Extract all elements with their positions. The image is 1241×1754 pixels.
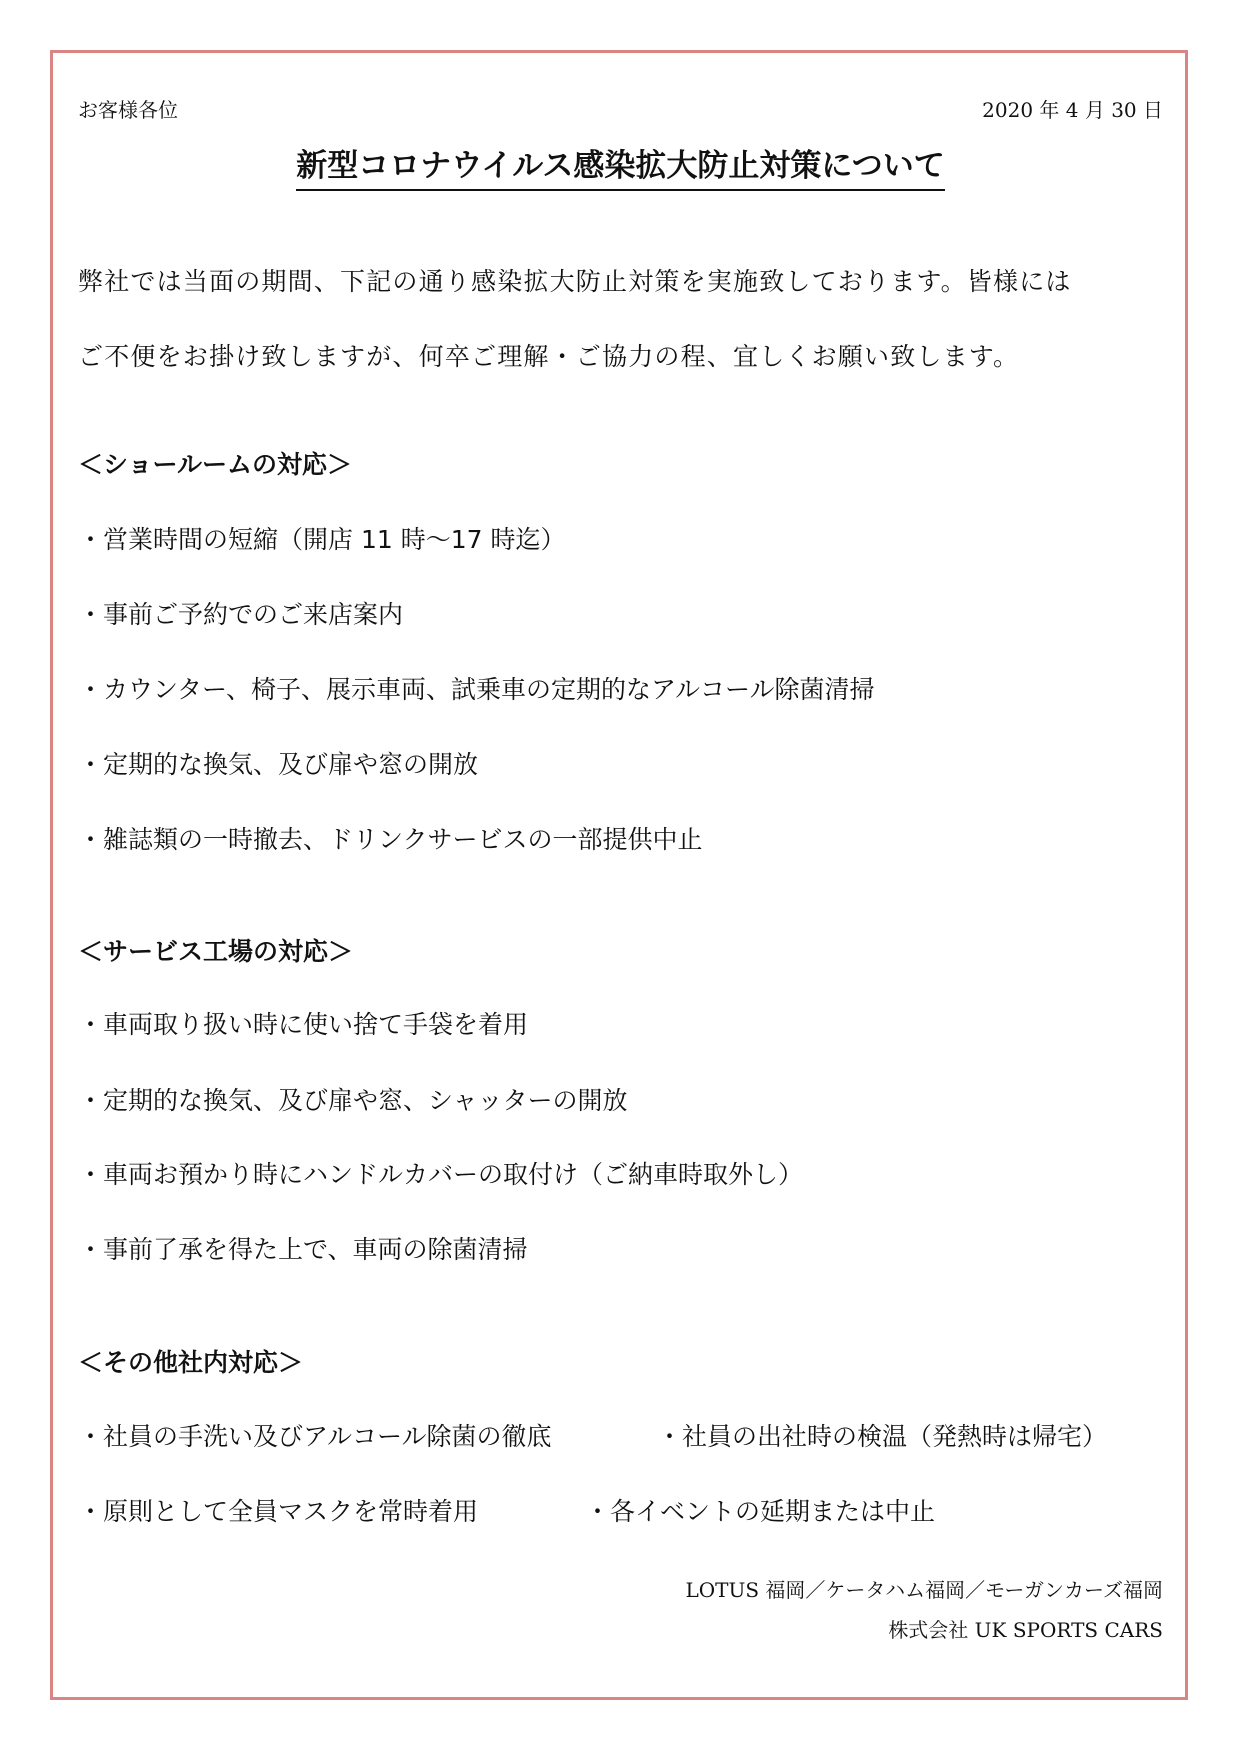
showroom-item: ・営業時間の短縮（開店 11 時〜17 時迄）	[78, 525, 566, 554]
intro-line-2: ご不便をお掛け致しますが、何卒ご理解・ご協力の程、宜しくお願い致します。	[78, 342, 1020, 371]
service-item: ・車両お預かり時にハンドルカバーの取付け（ご納車時取外し）	[78, 1160, 804, 1189]
footer-company: 株式会社 UK SPORTS CARS	[888, 1618, 1163, 1642]
section-heading-showroom: ＜ショールームの対応＞	[78, 450, 353, 479]
showroom-item: ・カウンター、椅子、展示車両、試乗車の定期的なアルコール除菌清掃	[78, 675, 875, 704]
other-item: ・原則として全員マスクを常時着用	[78, 1497, 479, 1526]
other-item: ・社員の手洗い及びアルコール除菌の徹底	[78, 1422, 552, 1451]
document-title-text: 新型コロナウイルス感染拡大防止対策について	[296, 148, 945, 191]
document-title	[0, 140, 1241, 185]
showroom-item: ・事前ご予約でのご来店案内	[78, 600, 404, 629]
other-item: ・各イベントの延期または中止	[585, 1497, 936, 1526]
service-item: ・定期的な換気、及び扉や窓、シャッターの開放	[78, 1086, 628, 1115]
footer-brands: LOTUS 福岡／ケータハム福岡／モーガンカーズ福岡	[685, 1578, 1163, 1602]
section-heading-service: ＜サービス工場の対応＞	[78, 937, 354, 966]
showroom-item: ・雑誌類の一時撤去、ドリンクサービスの一部提供中止	[78, 825, 703, 854]
section-heading-other: ＜その他社内対応＞	[78, 1348, 304, 1377]
addressee: お客様各位	[78, 98, 178, 122]
intro-line-1: 弊社では当面の期間、下記の通り感染拡大防止対策を実施致しております。皆様には	[78, 267, 1072, 296]
other-item: ・社員の出社時の検温（発熱時は帰宅）	[657, 1422, 1108, 1451]
service-item: ・事前了承を得た上で、車両の除菌清掃	[78, 1235, 528, 1264]
issue-date: 2020 年 4 月 30 日	[982, 98, 1163, 122]
showroom-item: ・定期的な換気、及び扉や窓の開放	[78, 750, 479, 779]
service-item: ・車両取り扱い時に使い捨て手袋を着用	[78, 1010, 529, 1039]
